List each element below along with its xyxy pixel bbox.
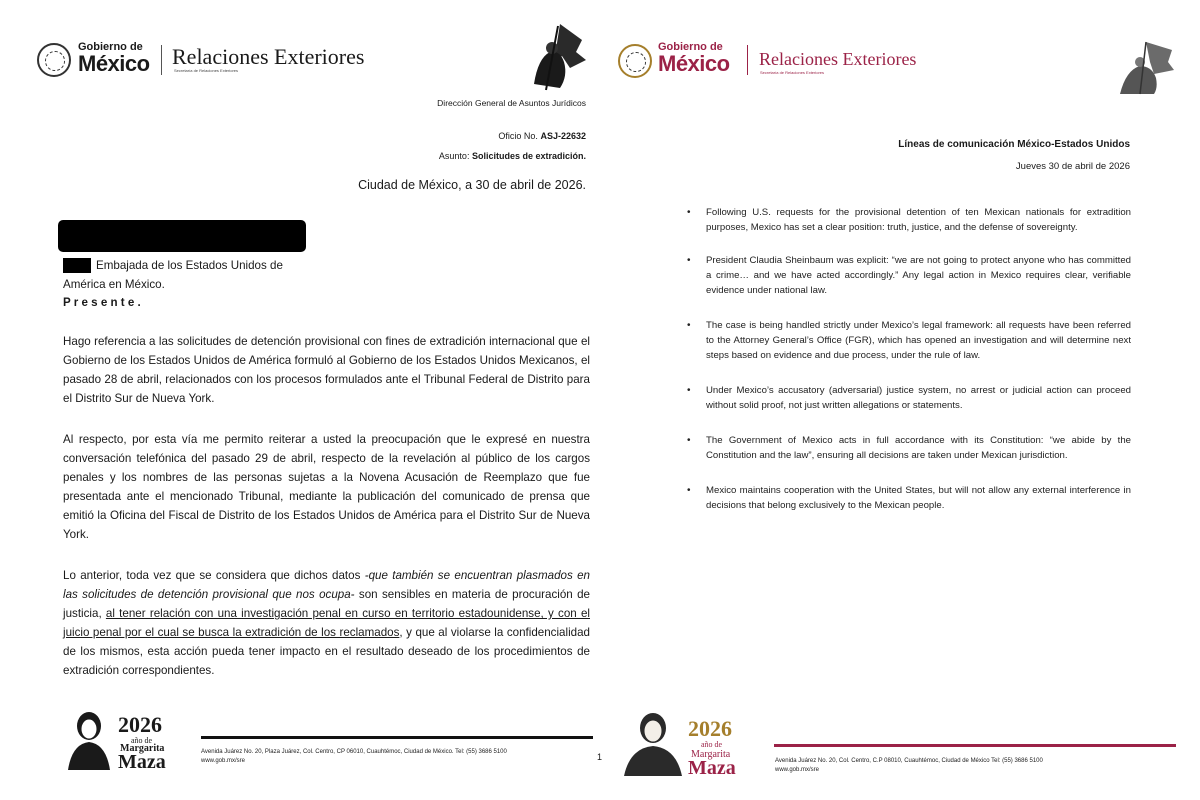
- document-title: Líneas de comunicación México-Estados Unidos: [898, 139, 1130, 150]
- gobierno-de-mexico-logo: [78, 42, 150, 75]
- footer-ano-de: año de: [131, 736, 153, 745]
- p3-part-a: Lo anterior, toda vez que se considera que dichos datos: [63, 569, 365, 582]
- bullet-6: • Mexico maintains cooperation with the United States, but will not allow any external interference in decisions that belong exclusively to the Mexican people.: [706, 483, 1131, 513]
- addressee-line1: Embajada de los Estados Unidos de: [96, 259, 283, 272]
- mexico-coat-of-arms-icon: [618, 44, 652, 78]
- asunto: [439, 151, 586, 161]
- document-date: Jueves 30 de abril de 2026: [1015, 161, 1130, 172]
- footer-rule: [774, 744, 1176, 747]
- talking-points-list: [706, 205, 1131, 513]
- p3-italic: -que también se encuentran plasmados en las solicitudes de detención provisional que nos ocupa-: [63, 569, 590, 601]
- secretaria-subtitle: Secretaría de Relaciones Exteriores: [760, 70, 825, 75]
- logo-divider: [161, 45, 162, 75]
- footer-address-line: Avenida Juárez No. 20, Col. Centro, C.P 08010, Cuauhtémoc, Ciudad de México Tel: (55) 3686 5100: [775, 758, 1043, 764]
- paragraph-2: Al respecto, por esta vía me permito reiterar a usted la preocupación que le expresé en nuestra conversación telefónica del pasado 29 de abril, respecto de la revelación al público de los cargos penales y los nombres de las personas sujetas a la Novena Acusación de Reemplazo que fue presentada ante el mencionado Tribunal, mediante la publicación del comunicado de prensa que emitió la Oficina del Fiscal de Distrito de los Estados Unidos de América para el Distrito Sur de Nueva York.: [63, 433, 590, 541]
- secretaria-name: Relaciones Exteriores: [759, 49, 917, 69]
- footer-address-line: Avenida Juárez No. 20, Plaza Juárez, Col. Centro, CP 06010, Cuauhtémoc, Ciudad de México. Tel: (55) 3686 5100: [201, 749, 507, 755]
- addressee-line2: América en México.: [63, 278, 165, 291]
- asunto-label: Asunto:: [438, 151, 470, 161]
- asunto-value: Solicitudes de extradición.: [471, 151, 586, 161]
- direccion-general: Dirección General de Asuntos Jurídicos: [437, 98, 586, 108]
- footer-maza: Maza: [688, 757, 736, 779]
- gob-line2: México: [658, 51, 730, 76]
- page-number: 1: [597, 752, 603, 762]
- footer-rule: [201, 736, 593, 739]
- gob-line2: México: [78, 51, 150, 76]
- paragraph-1: Hago referencia a las solicitudes de detención provisional con fines de extradición internacional que el Gobierno de los Estados Unidos de América formuló al Gobierno de los Estados Unidos Mexicanos, el pasado 28 de abril, relacionados con los procesos formulados ante el Tribunal Federal de Distrito para el Distrito Sur de Nueva York.: [63, 335, 590, 405]
- footer-address: [201, 748, 591, 766]
- footer-web-link[interactable]: www.gob.mx/sre: [775, 767, 820, 773]
- heroine-flag-emblem-icon: [1110, 40, 1182, 96]
- place-date: Ciudad de México, a 30 de abril de 2026.: [358, 178, 586, 192]
- bullet-1: • Following U.S. requests for the provisional detention of ten Mexican nationals for extradition purposes, Mexico has set a clear position: truth, justice, and the defense of sovereignty.: [706, 205, 1131, 235]
- footer-year: 2026: [118, 712, 162, 737]
- margarita-maza-portrait-icon: [622, 712, 684, 776]
- oficio-label: Oficio No.: [498, 131, 538, 141]
- bullet-2: • President Claudia Sheinbaum was explicit: “we are not going to protect anyone who has committed a crime… and we have acted accordingly.” Any legal action in Mexico requires clear, verifiable evidence under national law.: [706, 253, 1131, 298]
- logo-divider: [747, 45, 748, 75]
- margarita-maza-portrait-icon: [64, 710, 114, 770]
- heroine-flag-emblem-icon: [520, 22, 592, 92]
- gobierno-de-mexico-logo: [658, 42, 730, 75]
- communication-page: [600, 0, 1200, 800]
- footer-web-link[interactable]: www.gob.mx/sre: [201, 758, 246, 764]
- footer-margarita: Margarita: [120, 743, 165, 754]
- bullet-3: • The case is being handled strictly under Mexico’s legal framework: all requests have been referred to the Attorney General’s Office (FGR), which has opened an investigation and will determine next steps based on evidence and due process, under the rule of law.: [706, 318, 1131, 363]
- footer-maza: Maza: [118, 751, 166, 773]
- oficio-number: [498, 131, 586, 141]
- secretaria-name: Relaciones Exteriores: [172, 44, 365, 69]
- footer-year: 2026: [688, 716, 732, 741]
- gob-line1: Gobierno de: [78, 41, 143, 53]
- p3-part-c: , y que al violarse la confidencialidad de los mismos, esta acción pueda tener impacto en el resultado deseado de los procedimientos de extradición correspondientes.: [63, 626, 590, 677]
- footer-ano-de: año de: [701, 740, 723, 749]
- oficio-value: ASJ-22632: [540, 131, 586, 141]
- mexico-coat-of-arms-icon: [37, 43, 71, 77]
- secretaria-subtitle: Secretaría de Relaciones Exteriores: [174, 68, 239, 73]
- paragraph-3: [63, 566, 590, 680]
- p3-part-b: son sensibles en materia de procuración de justicia,: [63, 588, 590, 620]
- p3-underlined: al tener relación con una investigación penal en curso en territorio estadounidense, y con el juicio penal por el cual se busca la extradición de los reclamados: [63, 607, 590, 639]
- footer-address: [775, 757, 1175, 775]
- bullet-4: • Under Mexico’s accusatory (adversarial) justice system, no arrest or judicial action can proceed without solid proof, not just written allegations or statements.: [706, 383, 1131, 413]
- presente: P r e s e n t e .: [63, 296, 141, 309]
- redacted-title: [63, 258, 91, 273]
- redacted-name: [58, 220, 306, 252]
- bullet-5: • The Government of Mexico acts in full accordance with its Constitution: “we abide by the Constitution and the law”, ensuring all decisions are taken under Mexican jurisdiction.: [706, 433, 1131, 463]
- footer-margarita: Margarita: [691, 749, 731, 760]
- gob-line1: Gobierno de: [658, 41, 723, 53]
